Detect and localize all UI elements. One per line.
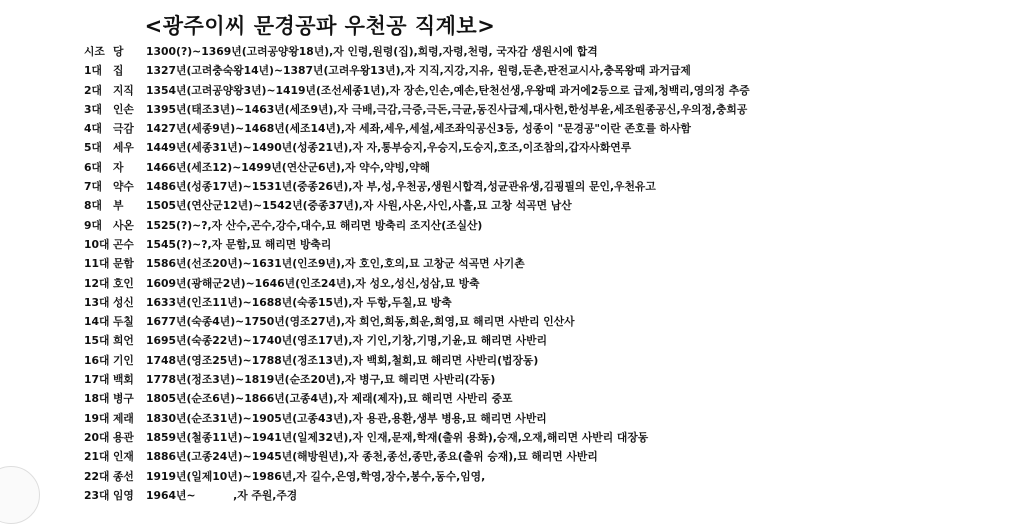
person-details: 1327년(고려충숙왕14년)~1387년(고려우왕13년),자 지직,지강,지유, 원령,둔촌,판전교시사,충목왕때 과거급제 [146,64,691,78]
person-details: 1586년(선조20년)~1631년(인조9년),자 호인,호의,묘 고창군 석곡면 사기촌 [146,257,525,271]
list-item [84,216,750,235]
list-item [84,447,750,466]
generation-label: 11대 [84,257,110,271]
generation-label: 14대 [84,315,110,329]
person-name: 임영 [113,488,134,502]
person-name: 호인 [113,276,134,290]
person-details: 1300(?)~1369년(고려공양왕18년),자 인령,원령(집),희령,자령,천령, 국자감 생원시에 합격 [146,45,598,58]
generation-label: 22대 [84,469,110,483]
generation-label: 17대 [84,373,110,387]
generation-label: 15대 [84,334,110,348]
person-name: 문함 [113,257,134,271]
list-item [84,138,750,157]
person-details: 1505년(연산군12년)~1542년(중종37년),자 사원,사온,사인,사흘,묘 고창 석곡면 남산 [146,199,572,213]
person-details: 1486년(성종17년)~1531년(중종26년),자 부,성,우천공,생원시합격,성균관유생,김굉필의 문인,우천유고 [146,180,656,194]
list-item [84,370,750,389]
person-name: 종선 [113,469,134,483]
generation-label: 21대 [84,450,110,464]
person-name: 부 [113,199,124,213]
person-details: 1395년(태조3년)~1463년(세조9년),자 극배,극감,극증,극돈,극균,동진사급제,대사헌,한성부윤,세조원종공신,우의정,충희공 [146,102,748,116]
list-item [84,119,750,138]
person-name: 성신 [113,295,134,309]
list-item [84,196,750,215]
person-name: 희언 [113,334,134,348]
person-name: 자 [113,160,124,174]
list-item [84,100,750,119]
person-details: 1748년(영조25년)~1788년(정조13년),자 백회,철회,묘 해리면 사반리(법장동) [146,353,539,367]
person-details: 1677년(숙종4년)~1750년(영조27년),자 희언,희동,희운,희영,묘 해리면 사반리 인산사 [146,315,575,329]
person-name: 사온 [113,218,134,232]
person-details: 1695년(숙종22년)~1740년(영조17년),자 기인,기창,기명,기윤,묘 해리면 사반리 [146,334,548,348]
person-details: 1859년(철종11년)~1941년(일제32년),자 인재,문재,학재(출위 용화),승재,오재,해리면 사반리 대장동 [146,430,649,444]
person-details: 1919년(일제10년)~1986년,자 길수,은영,학영,장수,봉수,동수,임영, [146,469,486,483]
generation-label: 19대 [84,411,110,425]
list-item [84,42,750,61]
person-details: 1886년(고종24년)~1945년(해방원년),자 종천,종선,종만,종요(출위 승재),묘 해리면 사반리 [146,450,598,464]
person-name: 병구 [113,392,134,406]
list-item [84,409,750,428]
person-name: 용관 [113,430,134,444]
generation-label: 1대 [84,64,102,78]
person-details: 1805년(순조6년)~1866년(고종4년),자 제래(제자),묘 해리면 사반리 중포 [146,392,513,406]
list-item [84,158,750,177]
person-details: 1427년(세종9년)~1468년(세조14년),자 세좌,세우,세설,세조좌익공신3등, 성종이 "문경공"이란 존호를 하사함 [146,122,691,136]
list-item [84,293,750,312]
person-name: 극감 [113,122,134,136]
person-name: 곤수 [113,237,134,251]
list-item [84,61,750,80]
generation-label: 20대 [84,430,110,444]
generation-label: 12대 [84,276,110,290]
person-name: 지직 [113,83,134,97]
page-title: <광주이씨 문경공파 우천공 직계보> [144,14,496,38]
person-name: 당 [113,45,124,58]
person-name: 세우 [113,141,134,155]
corner-circle-button[interactable] [0,466,40,524]
list-item [84,254,750,273]
generation-label: 23대 [84,488,110,502]
list-item [84,312,750,331]
person-name: 인재 [113,450,134,464]
person-name: 인손 [113,102,134,116]
person-details: 1830년(순조31년)~1905년(고종43년),자 용관,용환,생부 병용,묘 해리면 사반리 [146,411,547,425]
person-details: 1525(?)~?,자 산수,곤수,강수,대수,묘 해리면 방축리 조지산(조실산) [146,218,483,232]
list-item [84,467,750,486]
list-item [84,389,750,408]
person-details: 1964년~ ,자 주원,주경 [146,488,298,502]
generation-label: 시조 [84,45,105,58]
list-item [84,81,750,100]
generation-label: 16대 [84,353,110,367]
person-details: 1449년(세종31년)~1490년(성종21년),자 자,통부승지,우승지,도승지,호조,이조참의,갑자사화연루 [146,141,632,155]
generation-label: 13대 [84,295,110,309]
person-name: 약수 [113,180,134,194]
person-details: 1545(?)~?,자 문함,묘 해리면 방축리 [146,237,332,251]
list-item [84,428,750,447]
list-item [84,486,750,505]
person-name: 집 [113,64,124,78]
list-item [84,351,750,370]
person-details: 1354년(고려공양왕3년)~1419년(조선세종1년),자 장손,인손,예손,탄천선생,우왕때 과거에2등으로 급제,청백리,영의정 추증 [146,83,750,97]
generation-label: 8대 [84,199,102,213]
person-details: 1778년(정조3년)~1819년(순조20년),자 병구,묘 해리면 사반리(각동) [146,373,496,387]
person-details: 1609년(광해군2년)~1646년(인조24년),자 성오,성신,성삼,묘 방축 [146,276,480,290]
generation-label: 7대 [84,180,102,194]
generation-label: 18대 [84,392,110,406]
generation-label: 5대 [84,141,102,155]
list-item [84,177,750,196]
person-name: 두칠 [113,315,134,329]
person-name: 기인 [113,353,134,367]
generation-label: 6대 [84,160,102,174]
list-item [84,331,750,350]
person-name: 백회 [113,373,134,387]
person-details: 1633년(인조11년)~1688년(숙종15년),자 두항,두칠,묘 방축 [146,295,452,309]
generation-label: 4대 [84,122,102,136]
generation-label: 3대 [84,102,102,116]
person-details: 1466년(세조12)~1499년(연산군6년),자 약수,약빙,약해 [146,160,430,174]
person-name: 제래 [113,411,134,425]
list-item [84,235,750,254]
generation-label: 2대 [84,83,102,97]
genealogy-list [84,42,750,505]
generation-label: 9대 [84,218,102,232]
list-item [84,274,750,293]
generation-label: 10대 [84,237,110,251]
